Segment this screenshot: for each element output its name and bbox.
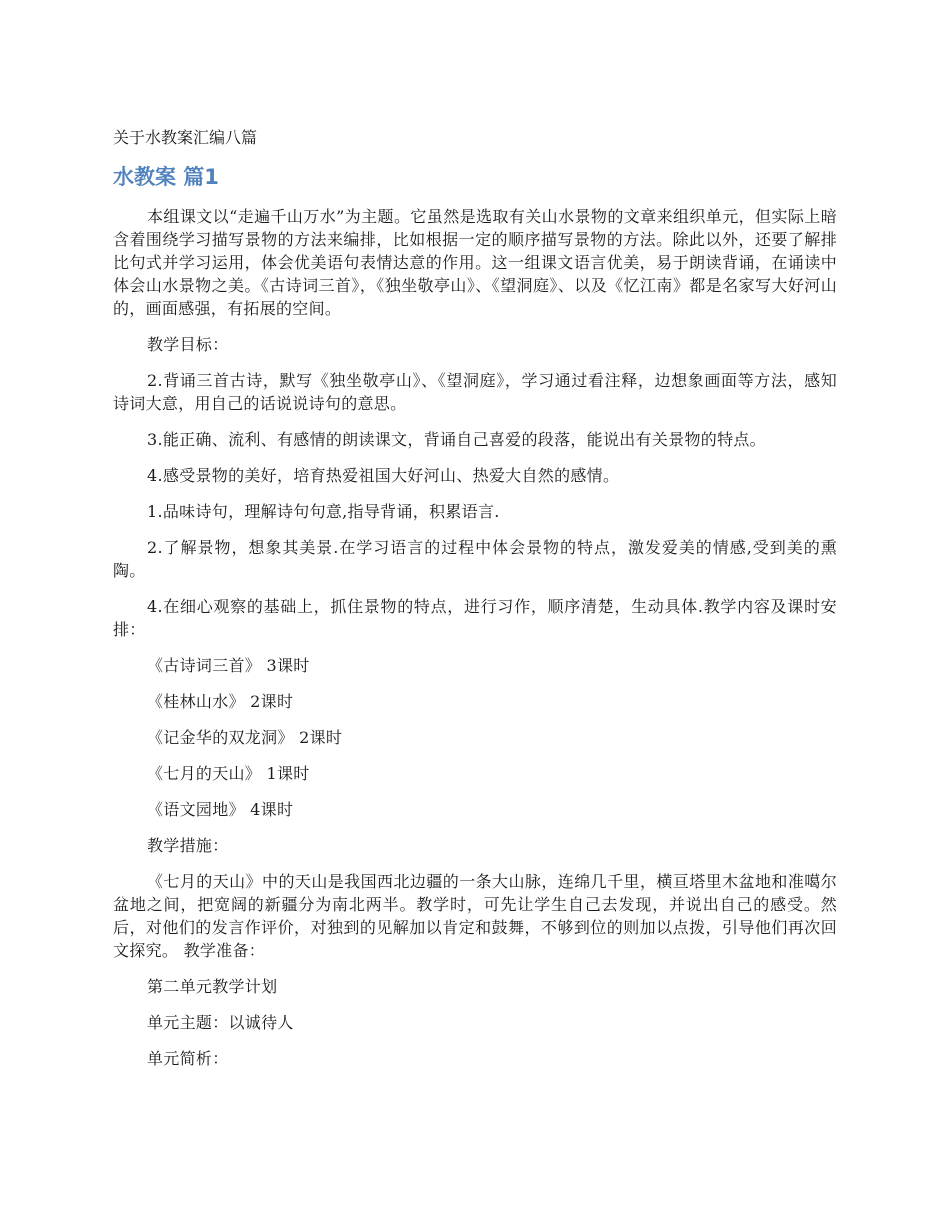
paragraph-unit-theme: 单元主题：以诚待人 xyxy=(147,1013,294,1032)
paragraph-key-2: 2.了解景物，想象其美景.在学习语言的过程中体会景物的特点，激发爱美的情感,受到美的熏陶。 xyxy=(113,538,837,580)
paragraph-intro: 本组课文以“走遍千山万水”为主题。它虽然是选取有关山水景物的文章来组织单元，但实际上暗含着围绕学习描写景物的方法来编排，比如根据一定的顺序描写景物的方法。除此以外，还要了解排比句式并学习运用，体会优美语句表情达意的作用。这一组课文语言优美，易于朗读背诵，在诵读中体会山水景物之美。《古诗词三首》，《独坐敬亭山》、《望洞庭》、以及《忆江南》都是名家写大好河山的，画面感强，有拓展的空间。 xyxy=(113,207,837,318)
paragraph-unit-summary: 单元简析： xyxy=(147,1049,229,1068)
schedule-item: 《七月的天山》 1课时 xyxy=(147,764,310,783)
paragraph-key-4: 4.在细心观察的基础上，抓住景物的特点，进行习作，顺序清楚，生动具体.教学内容及课时安排： xyxy=(113,597,837,639)
paragraph-goal-4: 4.感受景物的美好，培育热爱祖国大好河山、热爱大自然的感情。 xyxy=(147,466,620,485)
paragraph-goal-2: 2.背诵三首古诗，默写《独坐敬亭山》、《望洞庭》，学习通过看注释，边想象画面等方法，感知诗词大意，用自己的话说说诗句的意思。 xyxy=(113,371,837,413)
document-title: 关于水教案汇编八篇 xyxy=(113,128,258,147)
document-body xyxy=(113,205,837,1083)
section-heading: 水教案 篇1 xyxy=(113,165,219,189)
paragraph-key-1: 1.品味诗句，理解诗句句意,指导背诵，积累语言. xyxy=(147,502,500,521)
schedule-item: 《古诗词三首》 3课时 xyxy=(147,656,310,675)
paragraph-measures-label: 教学措施： xyxy=(147,836,229,855)
paragraph-goals-label: 教学目标： xyxy=(147,335,229,354)
schedule-item: 《桂林山水》 2课时 xyxy=(147,692,294,711)
schedule-item: 《记金华的双龙洞》 2课时 xyxy=(147,728,343,747)
schedule-item: 《语文园地》 4课时 xyxy=(147,800,294,819)
paragraph-measures: 《七月的天山》中的天山是我国西北边疆的一条大山脉，连绵几千里，横亘塔里木盆地和准噶尔盆地之间，把宽阔的新疆分为南北两半。教学时，可先让学生自己去发现，并说出自己的感受。然后，对他们的发言作评价，对独到的见解加以肯定和鼓舞，不够到位的则加以点拨，引导他们再次回文探究。 教学准备： xyxy=(113,872,837,960)
paragraph-goal-3: 3.能正确、流利、有感情的朗读课文，背诵自己喜爱的段落，能说出有关景物的特点。 xyxy=(147,430,766,449)
paragraph-unit2-plan: 第二单元教学计划 xyxy=(147,977,278,996)
